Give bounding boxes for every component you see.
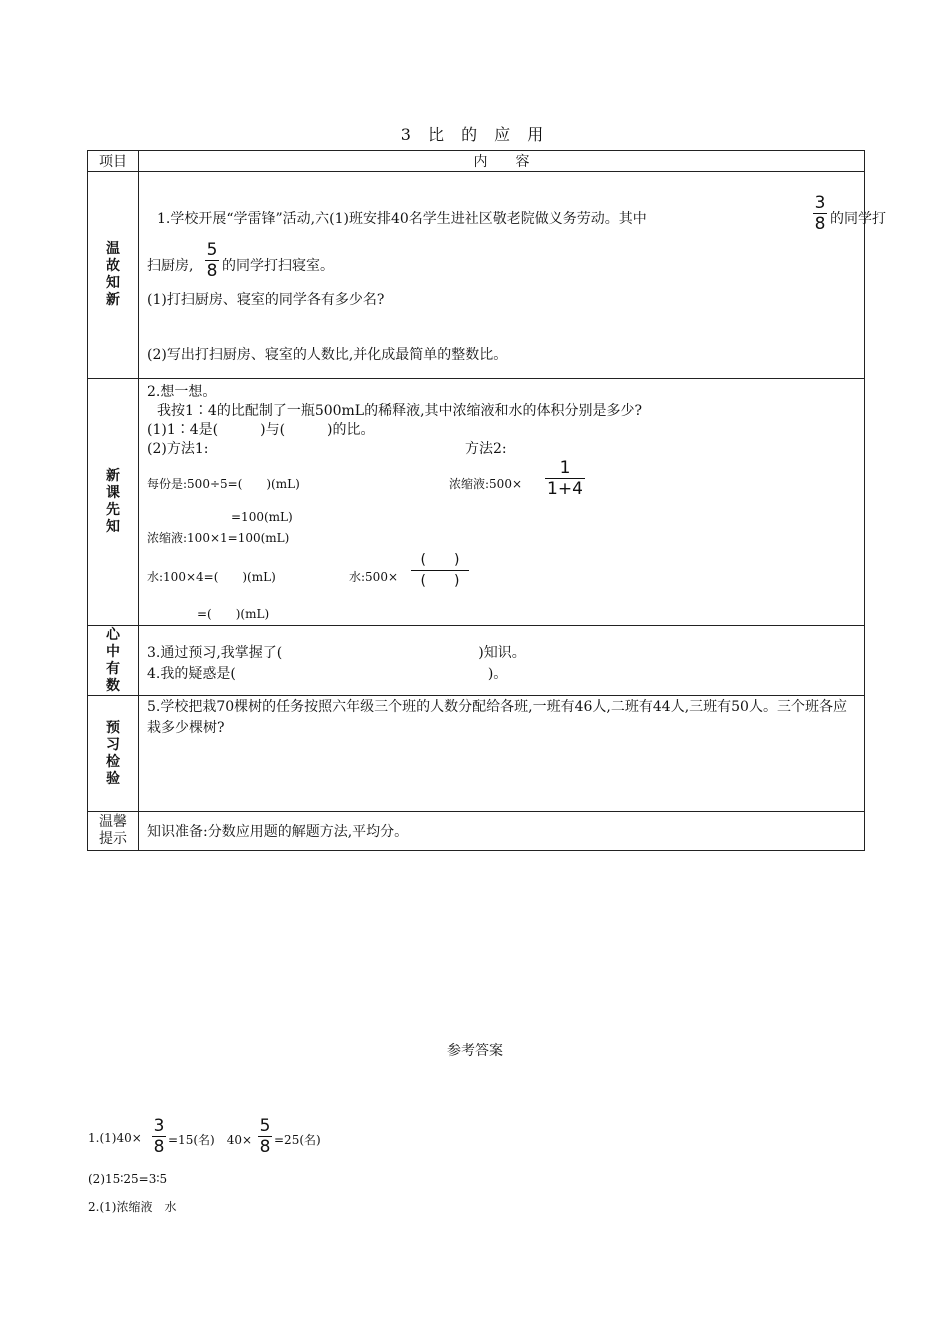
q1-text-a: 1.学校开展“学雷锋”活动,六(1)班安排40名学生进社区敬老院做义务劳动。其中: [157, 211, 647, 227]
answer-1b: =15(名) 40×: [168, 1133, 253, 1147]
answer-fraction-3-8: 3 8: [153, 1116, 165, 1157]
m2-line2: 水:500×: [349, 570, 399, 584]
fraction-1-over-1plus4: 1 1+4: [545, 459, 585, 498]
q2-text: 我按1∶4的比配制了一瓶500mL的稀释液,其中浓缩液和水的体积分别是多少?: [157, 403, 643, 419]
label-xinzhong: 心 中 有 数: [88, 626, 139, 696]
preview-table: [87, 150, 886, 851]
fraction-3-8: 3 8: [814, 193, 826, 234]
q1-text-d: 的同学打扫寝室。: [222, 258, 334, 274]
answers-title: 参考答案: [447, 1043, 503, 1059]
q5-text: 5.学校把栽70棵树的任务按照六年级三个班的人数分配给各班,一班有46人,二班有44人,三班有50人。三个班各应栽多少棵树?: [147, 699, 847, 736]
q1-sub2: (2)写出打扫厨房、寝室的人数比,并化成最简单的整数比。: [147, 347, 508, 363]
section-xinzhong: [139, 626, 865, 696]
q4-text: 4.我的疑惑是( )。: [147, 666, 508, 682]
answer-1a: 1.(1)40×: [88, 1131, 142, 1145]
answer-fraction-5-8: 5 8: [259, 1116, 271, 1157]
q1-sub1: (1)打扫厨房、寝室的同学各有多少名?: [147, 292, 385, 308]
fraction-5-8: 5 8: [206, 240, 218, 281]
q1-text-b: 的同学打: [830, 211, 886, 227]
answer-1-2: (2)15∶25=3∶5: [88, 1172, 168, 1186]
answer-2-1: 2.(1)浓缩液 水: [88, 1200, 177, 1214]
m1-line1: 每份是:500÷5=( )(mL): [147, 477, 300, 491]
q1-text-c: 扫厨房,: [147, 258, 194, 274]
m1-line2: =100(mL): [231, 510, 293, 524]
answer-1c: =25(名): [274, 1133, 321, 1147]
fraction-blank: ( ) ( ): [411, 551, 469, 590]
q2-method2-label: 方法2:: [465, 441, 507, 457]
page-title: 3 比 的 应 用: [400, 125, 550, 144]
tip-text: 知识准备:分数应用题的解题方法,平均分。: [147, 824, 409, 840]
q3-text: 3.通过预习,我掌握了( )知识。: [147, 645, 526, 661]
label-xinke: 新 课 先 知: [88, 379, 139, 626]
section-xinke: [139, 379, 865, 626]
m1-line5: =( )(mL): [197, 607, 270, 621]
m1-line4: 水:100×4=( )(mL): [147, 570, 276, 584]
label-yuxi: 预 习 检 验: [88, 696, 139, 812]
section-wengu: [139, 172, 886, 379]
header-content: 内 容: [139, 151, 865, 172]
label-tishi: 温馨 提示: [88, 812, 139, 851]
header-item: 项目: [88, 151, 139, 172]
q2-method1-label: (2)方法1:: [147, 441, 209, 457]
section-tishi: [139, 812, 865, 851]
q2-title: 2.想一想。: [147, 384, 217, 400]
m2-line1: 浓缩液:500×: [449, 477, 523, 491]
q2-sub1: (1)1∶4是( )与( )的比。: [147, 422, 375, 438]
m1-line3: 浓缩液:100×1=100(mL): [147, 531, 290, 545]
label-wengu: 温 故 知 新: [88, 172, 139, 379]
section-yuxi: [139, 696, 865, 812]
